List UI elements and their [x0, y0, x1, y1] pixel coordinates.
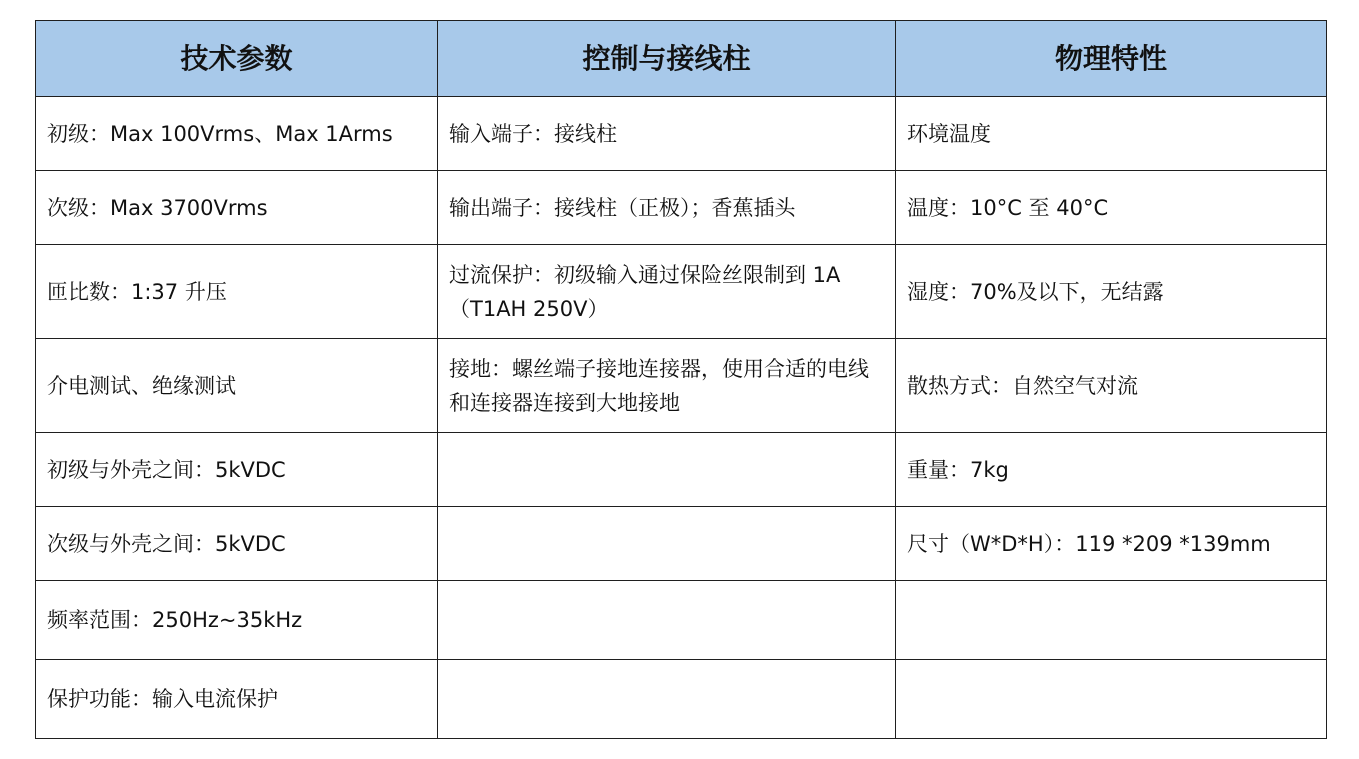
table-row	[36, 245, 1327, 339]
cell-weight: 重量：7kg	[896, 433, 1327, 507]
cell-empty	[438, 507, 896, 581]
cell-empty	[438, 581, 896, 660]
table-header-row	[36, 21, 1327, 97]
table-row	[36, 97, 1327, 171]
cell-empty	[438, 660, 896, 739]
table-row	[36, 507, 1327, 581]
cell-secondary-rating: 次级：Max 3700Vrms	[36, 171, 438, 245]
cell-empty	[438, 433, 896, 507]
cell-environment-temperature-heading: 环境温度	[896, 97, 1327, 171]
cell-temperature: 温度：10°C 至 40°C	[896, 171, 1327, 245]
cell-secondary-to-case: 次级与外壳之间：5kVDC	[36, 507, 438, 581]
cell-protection-function: 保护功能：输入电流保护	[36, 660, 438, 739]
header-tech-params: 技术参数	[36, 21, 438, 97]
cell-grounding: 接地：螺丝端子接地连接器，使用合适的电线和连接器连接到大地接地	[438, 339, 896, 433]
table-row	[36, 660, 1327, 739]
cell-humidity: 湿度：70%及以下，无结露	[896, 245, 1327, 339]
cell-frequency-range: 频率范围：250Hz~35kHz	[36, 581, 438, 660]
cell-overcurrent-protection: 过流保护：初级输入通过保险丝限制到 1A（T1AH 250V）	[438, 245, 896, 339]
table-row	[36, 433, 1327, 507]
cell-primary-rating: 初级：Max 100Vrms、Max 1Arms	[36, 97, 438, 171]
table-row	[36, 171, 1327, 245]
specification-table	[35, 20, 1327, 739]
cell-cooling-method: 散热方式：自然空气对流	[896, 339, 1327, 433]
header-control-terminals: 控制与接线柱	[438, 21, 896, 97]
table-row	[36, 581, 1327, 660]
cell-primary-to-case: 初级与外壳之间：5kVDC	[36, 433, 438, 507]
cell-empty	[896, 660, 1327, 739]
cell-turns-ratio: 匝比数：1:37 升压	[36, 245, 438, 339]
cell-empty	[896, 581, 1327, 660]
cell-input-terminal: 输入端子：接线柱	[438, 97, 896, 171]
table-row	[36, 339, 1327, 433]
cell-output-terminal: 输出端子：接线柱（正极）；香蕉插头	[438, 171, 896, 245]
header-physical-properties: 物理特性	[896, 21, 1327, 97]
cell-dielectric-test-heading: 介电测试、绝缘测试	[36, 339, 438, 433]
cell-dimensions: 尺寸（W*D*H）：119 *209 *139mm	[896, 507, 1327, 581]
